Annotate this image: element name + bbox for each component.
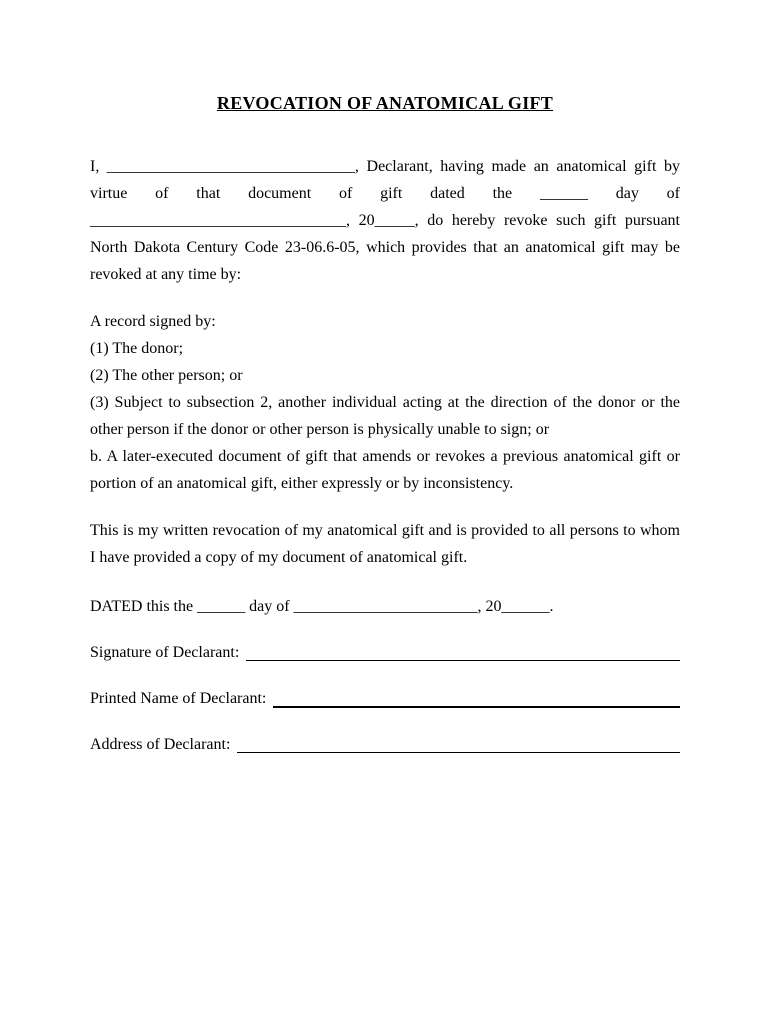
clause-later-executed: b. A later-executed document of gift that amends or revokes a previous anatomical gift or portion of an anatomical gift, either expressly or by inconsistency. [90,448,680,492]
clause-donor: (1) The donor; [90,340,184,357]
address-label: Address of Declarant: [90,736,231,753]
signature-label: Signature of Declarant: [90,644,240,661]
address-line[interactable] [237,752,680,753]
clause-subsection-2: (3) Subject to subsection 2, another individual acting at the direction of the donor or the other person if the donor or other person is physically unable to sign; or [90,394,680,438]
clause-other-person: (2) The other person; or [90,367,243,384]
opening-paragraph: I, _______________________________, Declarant, having made an anatomical gift by virtue of that document of gift dated the ______ day of ________________________________, 20_____, do hereby revoke such gift pursuant North Dakota Century Code 23-06.6-05, which provides that an anatomical gift may be revoked at any time by: [90,158,680,283]
revocation-statement: This is my written revocation of my anatomical gift and is provided to all persons to whom I have provided a copy of my document of anatomical gift. [90,522,680,566]
printed-name-line[interactable] [273,706,680,708]
dated-line: DATED this the ______ day of _______________________, 20______. [90,598,554,615]
document-title: REVOCATION OF ANATOMICAL GIFT [216,93,554,113]
printed-name-row [90,685,680,712]
printed-name-label: Printed Name of Declarant: [90,690,267,707]
signature-row [90,639,680,666]
record-intro: A record signed by: [90,313,216,330]
address-row [90,731,680,758]
signature-line[interactable] [246,660,680,661]
